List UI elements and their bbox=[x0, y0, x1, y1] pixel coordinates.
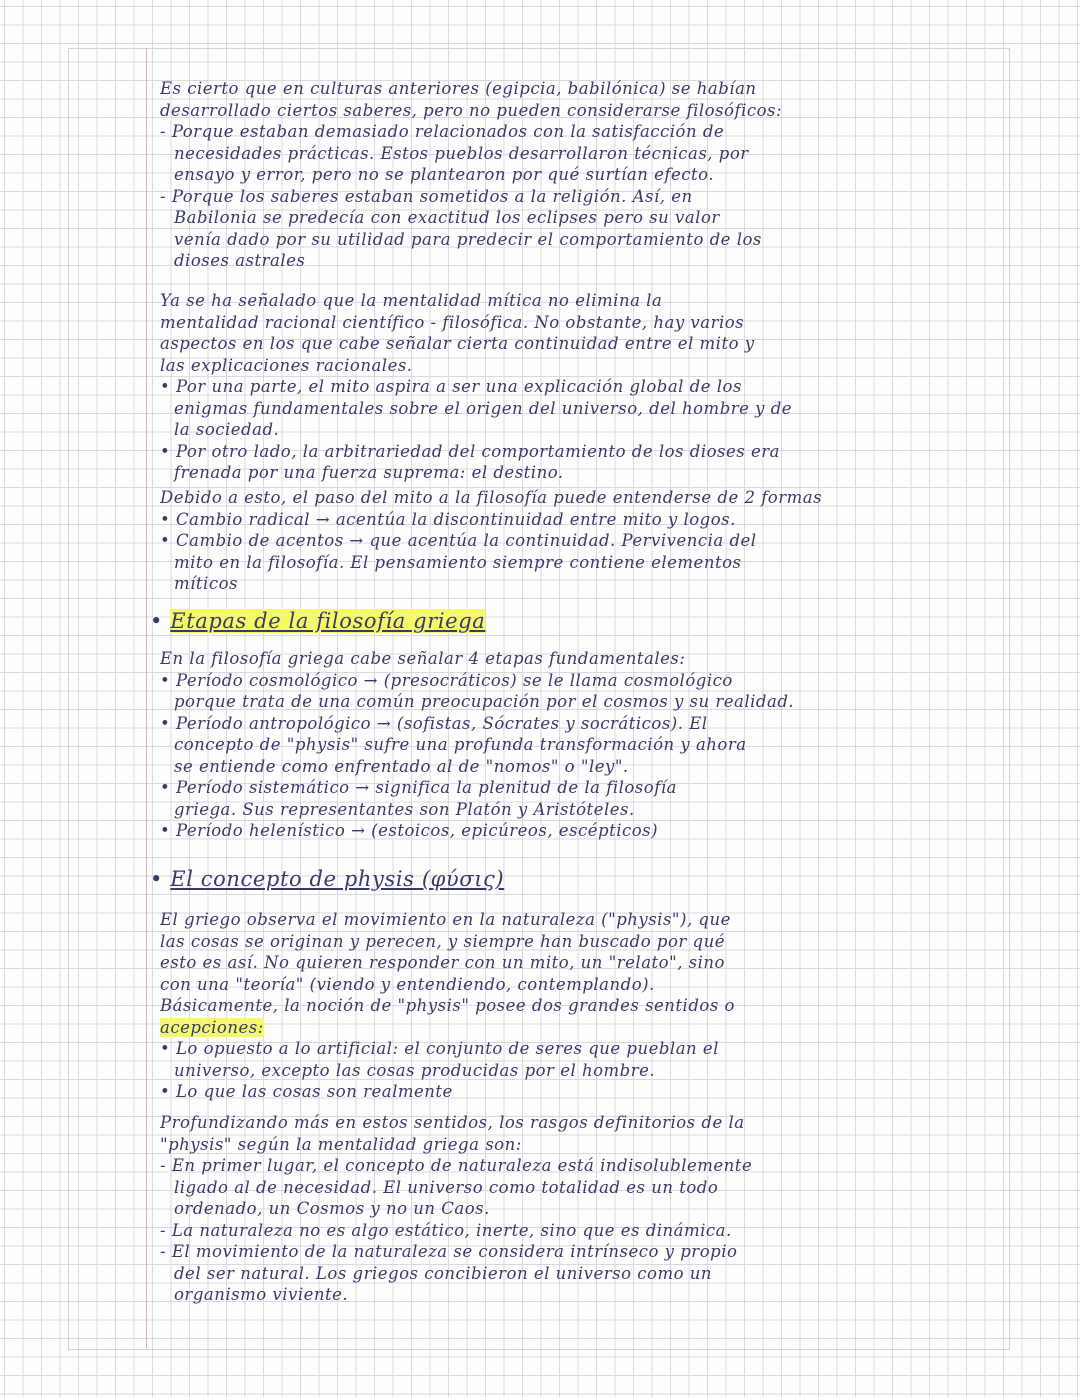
text-line: se entiende como enfrentado al de "nomos" o "ley". bbox=[174, 756, 629, 776]
text-line: las explicaciones racionales. bbox=[160, 355, 413, 375]
heading-physis: El concepto de physis (φύσις) bbox=[170, 867, 505, 891]
bullet-icon: • bbox=[150, 867, 171, 891]
text-line: - La naturaleza no es algo estático, inerte, sino que es dinámica. bbox=[160, 1220, 732, 1240]
text-line: mito en la filosofía. El pensamiento siempre contiene elementos bbox=[174, 552, 742, 572]
text-line: • Por una parte, el mito aspira a ser una explicación global de los bbox=[160, 377, 742, 396]
text-line: • Lo opuesto a lo artificial: el conjunto de seres que pueblan el bbox=[160, 1039, 719, 1058]
text-line: • Lo que las cosas son realmente bbox=[160, 1082, 453, 1101]
heading-etapas: Etapas de la filosofía griega bbox=[170, 609, 486, 633]
text-line: ligado al de necesidad. El universo como totalidad es un todo bbox=[174, 1177, 719, 1197]
text-line: aspectos en los que cabe señalar cierta continuidad entre el mito y bbox=[160, 334, 755, 353]
text-line: mentalidad racional científico - filosófica. No obstante, hay varios bbox=[160, 312, 745, 332]
section-physis bbox=[150, 864, 950, 894]
paragraph-rasgos-physis bbox=[160, 1112, 960, 1306]
paragraph-culturas-anteriores bbox=[160, 78, 960, 272]
text-line: frenada por una fuerza suprema: el destino. bbox=[174, 463, 564, 482]
text-line: del ser natural. Los griegos concibieron el universo como un bbox=[174, 1263, 713, 1283]
text-line: griega. Sus representantes son Platón y Aristóteles. bbox=[174, 799, 635, 819]
text-line: • Período antropológico → (sofistas, Sócrates y socráticos). El bbox=[160, 713, 708, 733]
text-line: En la filosofía griega cabe señalar 4 etapas fundamentales: bbox=[160, 649, 686, 668]
text-line: - Porque estaban demasiado relacionados con la satisfacción de bbox=[160, 122, 725, 141]
text-line: porque trata de una común preocupación por el cosmos y su realidad. bbox=[174, 692, 795, 711]
text-line: míticos bbox=[174, 574, 238, 593]
text-line: la sociedad. bbox=[174, 420, 280, 439]
text-line: Básicamente, la noción de "physis" posee dos grandes sentidos o bbox=[160, 996, 735, 1015]
text-line: • Período cosmológico → (presocráticos) se le llama cosmológico bbox=[160, 670, 733, 690]
bullet-icon: • bbox=[150, 609, 171, 633]
paragraph-mentalidad-mitica bbox=[160, 290, 960, 484]
text-line: organismo viviente. bbox=[174, 1285, 349, 1304]
text-line: venía dado por su utilidad para predecir el comportamiento de los bbox=[174, 229, 762, 249]
text-line: universo, excepto las cosas producidas por el hombre. bbox=[174, 1060, 656, 1080]
text-line: con una "teoría" (viendo y entendiendo, contemplando). bbox=[160, 974, 655, 994]
text-line: ensayo y error, pero no se plantearon por qué surtían efecto. bbox=[174, 165, 715, 184]
text-line: ordenado, un Cosmos y no un Caos. bbox=[174, 1199, 490, 1218]
text-line: • Cambio de acentos → que acentúa la continuidad. Pervivencia del bbox=[160, 531, 757, 550]
text-line: El griego observa el movimiento en la naturaleza ("physis"), que bbox=[160, 910, 731, 929]
text-line: Es cierto que en culturas anteriores (egipcia, babilónica) se habían bbox=[160, 79, 757, 98]
text-line: necesidades prácticas. Estos pueblos desarrollaron técnicas, por bbox=[174, 143, 749, 163]
text-line: acepciones: bbox=[160, 1017, 264, 1037]
text-line: enigmas fundamentales sobre el origen del universo, del hombre y de bbox=[174, 398, 793, 418]
text-line: Profundizando más en estos sentidos, los rasgos definitorios de la bbox=[160, 1113, 745, 1132]
text-line: esto es así. No quieren responder con un mito, un "relato", sino bbox=[160, 953, 725, 972]
text-line: Debido a esto, el paso del mito a la filosofía puede entenderse de 2 formas bbox=[160, 488, 823, 507]
text-line: desarrollado ciertos saberes, pero no pueden considerarse filosóficos: bbox=[160, 100, 783, 120]
paragraph-physis-intro bbox=[160, 909, 960, 1103]
margin-line bbox=[146, 48, 147, 1348]
paragraph-etapas bbox=[160, 648, 960, 842]
text-line: Ya se ha señalado que la mentalidad mítica no elimina la bbox=[160, 291, 663, 310]
text-line: - El movimiento de la naturaleza se considera intrínseco y propio bbox=[160, 1242, 738, 1261]
text-line: las cosas se originan y perecen, y siempre han buscado por qué bbox=[160, 931, 726, 951]
section-etapas bbox=[150, 606, 950, 636]
paragraph-paso-mito-filosofia bbox=[160, 487, 960, 595]
text-line: - En primer lugar, el concepto de naturaleza está indisolublemente bbox=[160, 1156, 753, 1175]
text-line: • Período sistemático → significa la plenitud de la filosofía bbox=[160, 778, 677, 797]
text-line: dioses astrales bbox=[174, 251, 306, 270]
text-line: Babilonia se predecía con exactitud los eclipses pero su valor bbox=[174, 208, 720, 227]
text-line: • Período helenístico → (estoicos, epicúreos, escépticos) bbox=[160, 821, 659, 840]
text-line: concepto de "physis" sufre una profunda transformación y ahora bbox=[174, 735, 747, 754]
text-line: - Porque los saberes estaban sometidos a la religión. Así, en bbox=[160, 186, 693, 206]
text-line: "physis" según la mentalidad griega son: bbox=[160, 1134, 522, 1154]
text-line: • Por otro lado, la arbitrariedad del comportamiento de los dioses era bbox=[160, 441, 780, 461]
text-line: • Cambio radical → acentúa la discontinuidad entre mito y logos. bbox=[160, 509, 736, 529]
